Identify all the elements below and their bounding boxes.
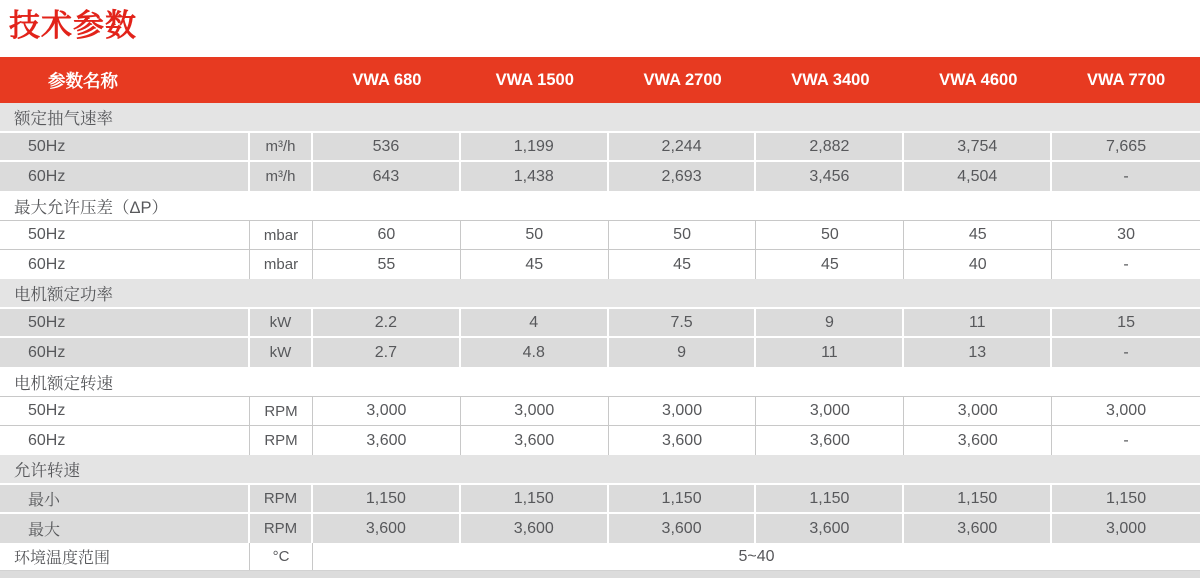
row-unit: RPM xyxy=(250,485,313,512)
row-value: 3,000 xyxy=(461,397,609,425)
row-value: 45 xyxy=(609,250,757,279)
section-title: 最大允许压差（ΔP） xyxy=(0,191,1200,221)
row-value: 1,150 xyxy=(313,485,461,512)
data-row xyxy=(0,250,1200,279)
row-value: 2.2 xyxy=(313,309,461,336)
row-value: 45 xyxy=(461,250,609,279)
row-value: 643 xyxy=(313,162,461,191)
page-title: 技术参数 xyxy=(9,8,137,43)
row-label: 50Hz xyxy=(0,309,250,336)
row-label: 60Hz xyxy=(0,426,250,455)
row-value: 45 xyxy=(904,221,1052,249)
row-value: 3,600 xyxy=(313,514,461,543)
row-value: 11 xyxy=(756,338,904,367)
row-value: 40 xyxy=(904,250,1052,279)
row-value: - xyxy=(1052,426,1200,455)
row-value: 2,693 xyxy=(609,162,757,191)
row-unit: m³/h xyxy=(250,133,313,160)
row-value: 3,600 xyxy=(461,426,609,455)
row-value: 3,600 xyxy=(313,426,461,455)
row-value: 1,150 xyxy=(461,485,609,512)
data-row xyxy=(0,338,1200,367)
row-value: 3,600 xyxy=(461,514,609,543)
row-value: 3,600 xyxy=(904,426,1052,455)
section-title: 允许转速 xyxy=(0,455,1200,485)
header-param-label: 参数名称 xyxy=(48,70,118,91)
sections-container xyxy=(0,103,1200,543)
row-value: 4,504 xyxy=(904,162,1052,191)
temp-range-unit: °C xyxy=(250,543,313,570)
column-header-model: VWA 680 xyxy=(352,70,422,89)
section xyxy=(0,455,1200,543)
row-value: 3,000 xyxy=(609,397,757,425)
section xyxy=(0,279,1200,367)
row-value: 1,150 xyxy=(609,485,757,512)
row-value: 1,150 xyxy=(1052,485,1200,512)
row-value: 50 xyxy=(609,221,757,249)
section xyxy=(0,367,1200,455)
data-row xyxy=(0,221,1200,250)
spec-table xyxy=(0,57,1200,578)
row-value: - xyxy=(1052,250,1200,279)
data-row xyxy=(0,133,1200,162)
data-row xyxy=(0,514,1200,543)
row-unit: mbar xyxy=(250,221,313,249)
row-value: 3,000 xyxy=(313,397,461,425)
data-row xyxy=(0,485,1200,514)
temp-range-value: 5~40 xyxy=(313,543,1200,570)
data-row xyxy=(0,309,1200,338)
row-value: 4 xyxy=(461,309,609,336)
row-label: 最大 xyxy=(0,514,250,543)
row-value: 30 xyxy=(1052,221,1200,249)
row-unit: RPM xyxy=(250,397,313,425)
row-value: 3,000 xyxy=(904,397,1052,425)
row-value: 7,665 xyxy=(1052,133,1200,160)
row-value: 3,600 xyxy=(609,514,757,543)
row-value: 3,600 xyxy=(756,426,904,455)
column-header-model: VWA 7700 xyxy=(1086,70,1166,89)
row-label: 50Hz xyxy=(0,221,250,249)
data-row xyxy=(0,162,1200,191)
row-value: 3,600 xyxy=(609,426,757,455)
row-value: 1,150 xyxy=(904,485,1052,512)
row-value: 3,600 xyxy=(756,514,904,543)
section-title: 电机额定功率 xyxy=(0,279,1200,309)
section xyxy=(0,103,1200,191)
row-value: 50 xyxy=(756,221,904,249)
row-value: 9 xyxy=(756,309,904,336)
row-label: 50Hz xyxy=(0,397,250,425)
row-value: 3,000 xyxy=(756,397,904,425)
row-value: 3,000 xyxy=(1052,397,1200,425)
row-value: 4.8 xyxy=(461,338,609,367)
temp-range-label: 环境温度范围 xyxy=(0,543,250,570)
row-unit: kW xyxy=(250,309,313,336)
section-title: 电机额定转速 xyxy=(0,367,1200,397)
row-value: 7.5 xyxy=(609,309,757,336)
row-value: 13 xyxy=(904,338,1052,367)
section xyxy=(0,191,1200,279)
row-value: 45 xyxy=(756,250,904,279)
column-header-model: VWA 4600 xyxy=(939,70,1018,89)
row-value: 50 xyxy=(461,221,609,249)
row-value: - xyxy=(1052,162,1200,191)
row-value: 3,456 xyxy=(756,162,904,191)
row-value: 1,199 xyxy=(461,133,609,160)
row-unit: kW xyxy=(250,338,313,367)
column-header-model: VWA 2700 xyxy=(643,70,722,89)
next-section-partial-row xyxy=(0,571,1200,578)
row-value: - xyxy=(1052,338,1200,367)
row-value: 3,000 xyxy=(1052,514,1200,543)
row-unit: mbar xyxy=(250,250,313,279)
row-unit: RPM xyxy=(250,514,313,543)
row-value: 9 xyxy=(609,338,757,367)
title-bar xyxy=(0,0,1200,57)
column-header-model: VWA 3400 xyxy=(791,70,870,89)
row-label: 60Hz xyxy=(0,162,250,191)
data-row xyxy=(0,397,1200,426)
row-value: 11 xyxy=(904,309,1052,336)
row-value: 2.7 xyxy=(313,338,461,367)
section-title: 额定抽气速率 xyxy=(0,103,1200,133)
row-value: 2,882 xyxy=(756,133,904,160)
row-label: 60Hz xyxy=(0,250,250,279)
row-label: 50Hz xyxy=(0,133,250,160)
row-unit: RPM xyxy=(250,426,313,455)
row-label: 60Hz xyxy=(0,338,250,367)
row-unit: m³/h xyxy=(250,162,313,191)
row-label: 最小 xyxy=(0,485,250,512)
temp-range-row xyxy=(0,543,1200,571)
table-header-row xyxy=(0,57,1200,103)
row-value: 55 xyxy=(313,250,461,279)
row-value: 1,150 xyxy=(756,485,904,512)
row-value: 15 xyxy=(1052,309,1200,336)
data-row xyxy=(0,426,1200,455)
row-value: 60 xyxy=(313,221,461,249)
row-value: 3,600 xyxy=(904,514,1052,543)
row-value: 536 xyxy=(313,133,461,160)
row-value: 2,244 xyxy=(609,133,757,160)
column-header-model: VWA 1500 xyxy=(495,70,574,89)
row-value: 1,438 xyxy=(461,162,609,191)
row-value: 3,754 xyxy=(904,133,1052,160)
